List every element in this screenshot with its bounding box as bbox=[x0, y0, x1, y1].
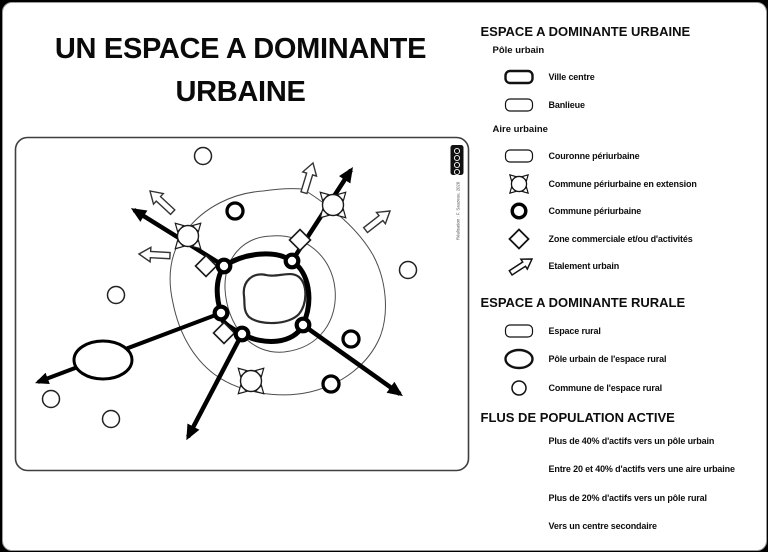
ring-node-circle bbox=[296, 318, 309, 331]
page bbox=[2, 2, 767, 551]
legend-item-label: Banlieue bbox=[548, 99, 585, 110]
legend-item-label: Vers un centre secondaire bbox=[548, 521, 657, 532]
legend-rows bbox=[481, 64, 767, 119]
legend-symbol bbox=[501, 375, 537, 401]
expanding-commune-symbol bbox=[172, 220, 203, 251]
legend-item bbox=[481, 64, 767, 92]
legend-symbol-empty bbox=[501, 428, 537, 454]
legend-item-label: Plus de 20% d'actifs vers un pôle rural bbox=[548, 492, 707, 503]
legend-heading: ESPACE A DOMINANTE URBAINE bbox=[480, 23, 691, 39]
diamond-symbol bbox=[501, 226, 537, 252]
legend-item-label: Ville centre bbox=[548, 72, 595, 83]
rural-commune-circle bbox=[42, 390, 59, 407]
legend-group-label: Aire urbaine bbox=[492, 123, 548, 135]
legend-item-label: Commune périurbaine en extension bbox=[548, 178, 697, 189]
legend-rows bbox=[481, 427, 767, 541]
legend-item bbox=[481, 455, 767, 484]
legend-item bbox=[481, 374, 767, 403]
legend-rows bbox=[481, 143, 767, 281]
legend-item bbox=[481, 91, 767, 119]
legend-symbol bbox=[501, 253, 537, 279]
circle-thin-symbol bbox=[501, 375, 537, 401]
rural-commune-circle bbox=[194, 147, 211, 164]
legend-symbol-empty bbox=[501, 485, 537, 511]
ellipse-thick-symbol bbox=[501, 346, 537, 372]
legend-symbol bbox=[501, 92, 537, 118]
rural-commune-circle bbox=[399, 261, 416, 278]
legend-item bbox=[481, 484, 767, 513]
legend-item-label: Couronne périurbaine bbox=[548, 151, 640, 162]
map-frame bbox=[15, 137, 468, 470]
rect-thin-symbol bbox=[501, 92, 537, 118]
legend-item bbox=[481, 225, 767, 253]
map-credit: Réalisation : F. Sauzeau, 2020 bbox=[455, 181, 460, 240]
expanding-commune-symbol bbox=[317, 189, 348, 220]
legend-section-1 bbox=[481, 23, 767, 281]
legend-item bbox=[481, 198, 767, 226]
legend-item-label: Pôle urbain de l'espace rural bbox=[548, 354, 667, 365]
legend-item bbox=[481, 317, 767, 346]
legend-item bbox=[481, 345, 767, 374]
legend-item-label: Commune de l'espace rural bbox=[548, 382, 662, 393]
page-title-line2: URBAINE bbox=[175, 75, 306, 108]
rural-pole-ellipse bbox=[74, 341, 132, 379]
legend-symbol-empty bbox=[501, 456, 537, 482]
legend-symbol bbox=[501, 171, 537, 197]
rect-thick-symbol bbox=[501, 64, 537, 90]
legend bbox=[481, 3, 767, 551]
periurban-commune-circle bbox=[323, 376, 339, 392]
legend-rows bbox=[481, 317, 767, 403]
ring-node-circle bbox=[285, 254, 298, 267]
cc-license-badge bbox=[450, 145, 463, 175]
legend-symbol bbox=[501, 346, 537, 372]
commune-extension-symbol bbox=[501, 171, 537, 197]
ring-node-circle bbox=[235, 327, 248, 340]
ring-node-circle bbox=[217, 259, 230, 272]
circle-thick-symbol bbox=[501, 198, 537, 224]
legend-group-label: Pôle urbain bbox=[492, 44, 545, 56]
legend-section-2 bbox=[481, 294, 767, 403]
legend-item-label: Entre 20 et 40% d'actifs vers une aire urbaine bbox=[548, 464, 735, 475]
legend-item-label: Etalement urbain bbox=[548, 261, 620, 272]
legend-item-label: Zone commerciale et/ou d'activités bbox=[548, 233, 693, 244]
page-title-line1: UN ESPACE A DOMINANTE bbox=[54, 32, 427, 65]
legend-symbol bbox=[501, 64, 537, 90]
legend-item-label: Commune périurbaine bbox=[548, 206, 642, 217]
legend-item bbox=[481, 170, 767, 198]
legend-item bbox=[481, 253, 767, 281]
legend-symbol bbox=[501, 198, 537, 224]
legend-item bbox=[481, 427, 767, 456]
legend-symbol bbox=[501, 226, 537, 252]
rural-commune-circle bbox=[107, 286, 124, 303]
legend-item-label: Plus de 40% d'actifs vers un pôle urbain bbox=[548, 435, 715, 446]
rect-thin-symbol bbox=[501, 143, 537, 169]
legend-item bbox=[481, 143, 767, 171]
arrow-outline-symbol bbox=[501, 253, 537, 279]
legend-item-label: Espace rural bbox=[548, 325, 601, 336]
legend-item bbox=[481, 512, 767, 541]
legend-symbol bbox=[501, 318, 537, 344]
legend-heading: FLUS DE POPULATION ACTIVE bbox=[480, 409, 675, 425]
periurban-commune-circle bbox=[343, 331, 359, 347]
ring-node-circle bbox=[214, 306, 227, 319]
legend-section-3 bbox=[481, 409, 767, 541]
expanding-commune-symbol bbox=[235, 365, 266, 396]
rect-thin-symbol bbox=[501, 318, 537, 344]
legend-heading: ESPACE A DOMINANTE RURALE bbox=[480, 294, 686, 310]
legend-symbol-empty bbox=[501, 513, 537, 539]
periurban-commune-circle bbox=[227, 203, 243, 219]
legend-symbol bbox=[501, 143, 537, 169]
rural-commune-circle bbox=[102, 410, 119, 427]
